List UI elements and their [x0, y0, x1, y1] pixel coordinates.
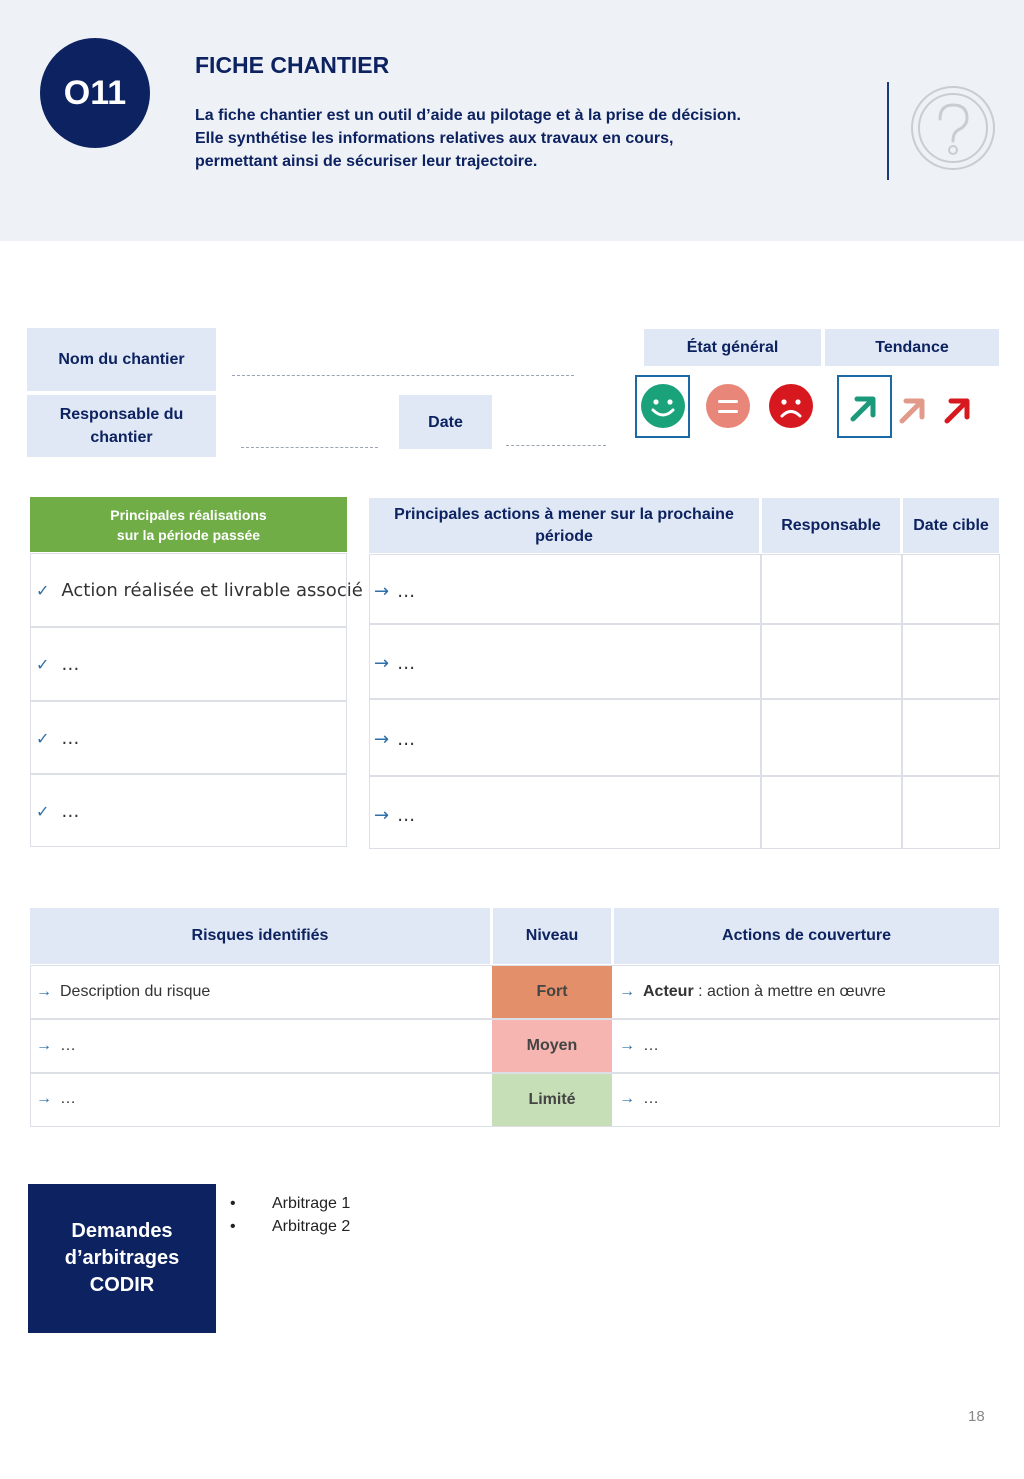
- arrow-right-icon: →: [36, 1037, 52, 1054]
- list-item: [230, 1215, 350, 1238]
- realisation-text: …: [61, 728, 80, 749]
- actor-label: Acteur: [643, 983, 694, 1000]
- arbitrage-text: Arbitrage 2: [272, 1218, 351, 1235]
- action-text: …: [397, 729, 416, 750]
- page-number: 18: [968, 1408, 985, 1425]
- risk-item: [36, 1090, 76, 1108]
- action-item: [374, 729, 415, 750]
- header-divider: [887, 82, 889, 180]
- actions-couverture-header: Actions de couverture: [614, 908, 999, 964]
- realisation-item: [36, 654, 79, 675]
- realisation-text: …: [61, 801, 80, 822]
- table-cell: [369, 554, 761, 624]
- tendance-label: Tendance: [825, 329, 999, 366]
- trend-flat-up-icon[interactable]: [896, 393, 930, 427]
- realisation-text: Action réalisée et livrable associé: [61, 580, 363, 601]
- table-cell: [761, 624, 902, 699]
- action-item: [374, 581, 415, 602]
- arrow-right-icon: →: [374, 805, 390, 826]
- action-text: …: [397, 653, 416, 674]
- check-icon: ✓: [36, 729, 50, 748]
- intro-line: La fiche chantier est un outil d’aide au pilotage et à la prise de décision.: [195, 107, 741, 124]
- label-line: Responsable du: [59, 406, 184, 423]
- codir-line: Demandes: [71, 1220, 173, 1242]
- coverage-text: : action à mettre en œuvre: [693, 983, 886, 1000]
- smiley-sad-icon[interactable]: [768, 383, 814, 429]
- risk-text: …: [60, 1090, 76, 1107]
- label-line: chantier: [90, 429, 153, 446]
- intro-text: [195, 104, 815, 173]
- table-cell: [369, 624, 761, 699]
- page-title: FICHE CHANTIER: [195, 52, 390, 78]
- table-cell: [902, 699, 1000, 776]
- trend-down-risk-icon[interactable]: [941, 393, 975, 427]
- realisation-item: [36, 801, 79, 822]
- arrow-right-icon: →: [374, 581, 390, 602]
- actions-header: [369, 498, 759, 553]
- smiley-happy-icon[interactable]: [640, 383, 686, 429]
- responsable-input-line[interactable]: [241, 447, 378, 448]
- level-badge-fort: Fort: [492, 966, 612, 1018]
- realisation-item: [36, 728, 79, 749]
- arrow-right-icon: →: [374, 653, 390, 674]
- action-text: …: [397, 805, 416, 826]
- action-item: [374, 805, 415, 826]
- action-item: [374, 653, 415, 674]
- arbitrage-text: Arbitrage 1: [272, 1195, 351, 1212]
- coverage-text: …: [643, 1037, 659, 1054]
- arrow-right-icon: →: [36, 1090, 52, 1107]
- level-badge-limite: Limité: [492, 1074, 612, 1126]
- intro-line: Elle synthétise les informations relatives aux travaux en cours,: [195, 130, 674, 147]
- nom-chantier-label: Nom du chantier: [27, 328, 216, 391]
- risk-item: [36, 983, 210, 1001]
- table-cell: [902, 776, 1000, 849]
- question-icon: [910, 85, 996, 171]
- nom-chantier-input-line[interactable]: [232, 375, 574, 376]
- arrow-right-icon: →: [619, 1037, 635, 1054]
- arbitrage-list: [230, 1192, 350, 1238]
- realisations-header: [30, 497, 347, 552]
- check-icon: ✓: [36, 581, 50, 600]
- trend-up-icon[interactable]: [847, 391, 881, 425]
- date-cible-header: Date cible: [903, 498, 999, 553]
- codir-box: [28, 1184, 216, 1333]
- table-cell: [761, 554, 902, 624]
- action-text: …: [397, 581, 416, 602]
- realisation-item: [36, 580, 363, 601]
- coverage-action: [619, 1090, 659, 1108]
- sheet-code-badge: O11: [40, 38, 150, 148]
- smiley-neutral-icon[interactable]: [705, 383, 751, 429]
- codir-line: d’arbitrages: [64, 1247, 180, 1269]
- coverage-action: [619, 1037, 659, 1055]
- table-cell: [369, 776, 761, 849]
- intro-line: permettant ainsi de sécuriser leur trajectoire.: [195, 153, 538, 170]
- realisation-text: …: [61, 654, 80, 675]
- header-line: sur la période passée: [116, 526, 261, 543]
- coverage-text: …: [643, 1090, 659, 1107]
- risk-item: [36, 1037, 76, 1055]
- responsable-chantier-label: [27, 395, 216, 457]
- responsable-header: Responsable: [762, 498, 900, 553]
- risques-header: Risques identifiés: [30, 908, 490, 964]
- date-label: Date: [399, 395, 492, 449]
- header-line: Principales actions à mener sur la prochaine: [394, 505, 734, 523]
- bullet-icon: •: [230, 1218, 236, 1235]
- arrow-right-icon: →: [619, 983, 635, 1000]
- table-cell: [369, 699, 761, 776]
- check-icon: ✓: [36, 802, 50, 821]
- check-icon: ✓: [36, 655, 50, 674]
- table-cell: [902, 624, 1000, 699]
- niveau-header: Niveau: [493, 908, 611, 964]
- arrow-right-icon: →: [619, 1090, 635, 1107]
- arrow-right-icon: →: [374, 729, 390, 750]
- etat-general-label: État général: [644, 329, 821, 366]
- list-item: [230, 1192, 350, 1215]
- table-cell: [761, 699, 902, 776]
- arrow-right-icon: →: [36, 983, 52, 1000]
- bullet-icon: •: [230, 1195, 236, 1212]
- coverage-action: [619, 983, 886, 1001]
- table-cell: [761, 776, 902, 849]
- risk-text: Description du risque: [60, 983, 211, 1000]
- table-cell: [902, 554, 1000, 624]
- risk-text: …: [60, 1037, 76, 1054]
- level-badge-moyen: Moyen: [492, 1020, 612, 1072]
- header-line: période: [535, 527, 593, 545]
- codir-line: CODIR: [89, 1274, 155, 1296]
- date-input-line[interactable]: [506, 445, 606, 446]
- header-line: Principales réalisations: [110, 506, 267, 523]
